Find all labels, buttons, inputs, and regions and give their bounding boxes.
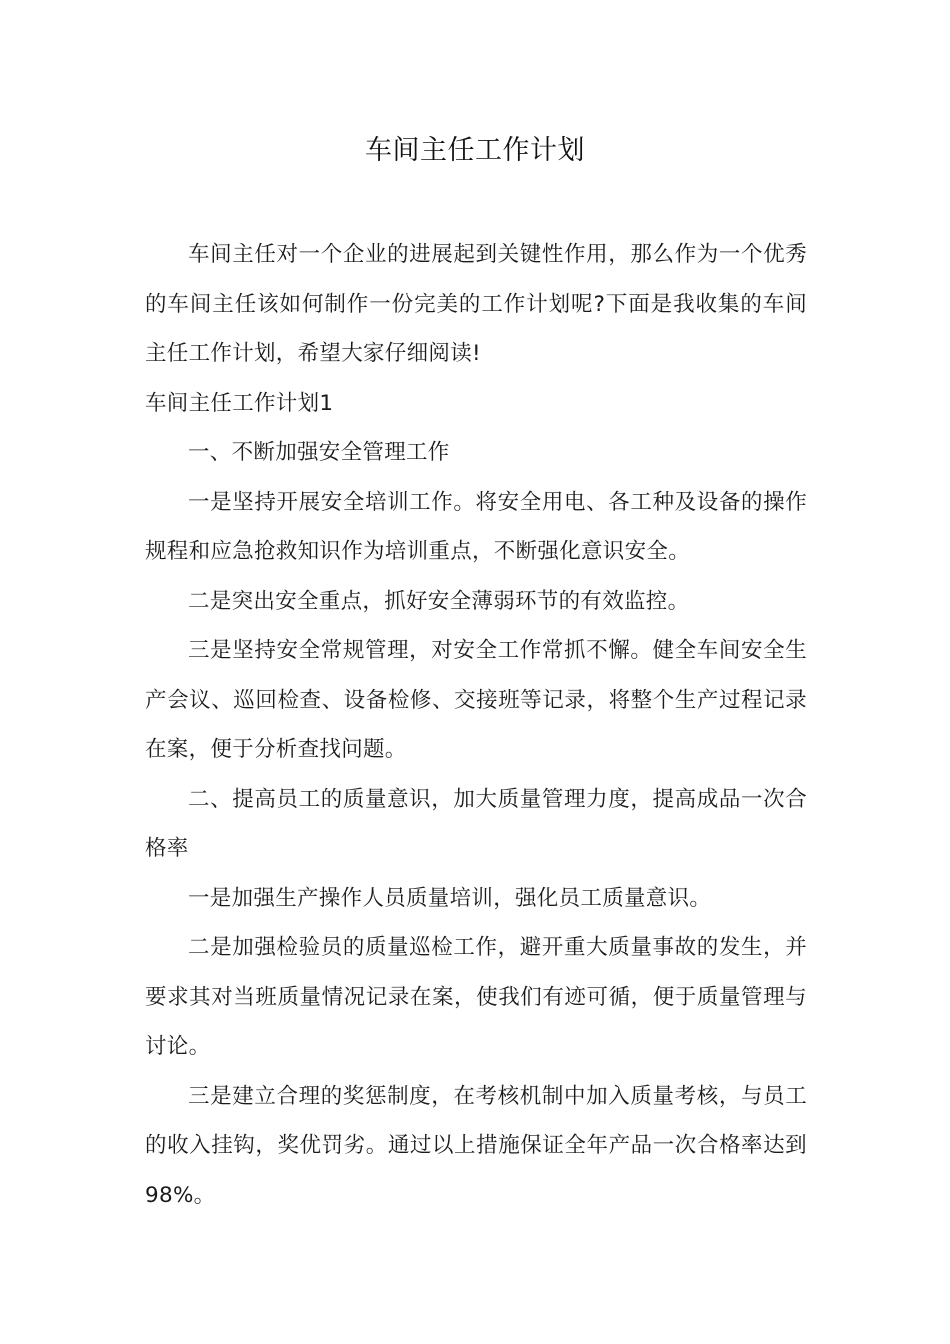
paragraph-safety-training: 一是坚持开展安全培训工作。将安全用电、各工种及设备的操作规程和应急抢救知识作为培训重点，不断强化意识安全。: [145, 489, 807, 564]
paragraph-quality-training: 一是加强生产操作人员质量培训，强化员工质量意识。: [188, 885, 712, 911]
paragraph-reward-system: 三是建立合理的奖惩制度，在考核机制中加入质量考核，与员工的收入挂钩，奖优罚劣。通过以上措施保证全年产品一次合格率达到98%。: [145, 1083, 807, 1208]
paragraph-quality-inspection: 二是加强检验员的质量巡检工作，避开重大质量事故的发生，并要求其对当班质量情况记录在案，使我们有迹可循，便于质量管理与讨论。: [145, 935, 807, 1059]
subheading-safety-management: 一、不断加强安全管理工作: [188, 440, 450, 465]
paragraph-safety-focus: 二是突出安全重点，抓好安全薄弱环节的有效监控。: [188, 588, 690, 614]
document-title: 车间主任工作计划: [365, 135, 585, 166]
document-body: [145, 230, 807, 1220]
paragraph-safety-routine: 三是坚持安全常规管理，对安全工作常抓不懈。健全车间安全生产会议、巡回检查、设备检修、交接班等记录，将整个生产过程记录在案，便于分析查找问题。: [145, 638, 807, 762]
paragraph-intro: 车间主任对一个企业的进展起到关键性作用，那么作为一个优秀的车间主任该如何制作一份完美的工作计划呢?下面是我收集的车间主任工作计划，希望大家仔细阅读!: [145, 242, 807, 366]
section-heading-plan-1: 车间主任工作计划1: [145, 390, 334, 416]
subheading-quality-awareness: 二、提高员工的质量意识，加大质量管理力度，提高成品一次合格率: [145, 786, 807, 861]
